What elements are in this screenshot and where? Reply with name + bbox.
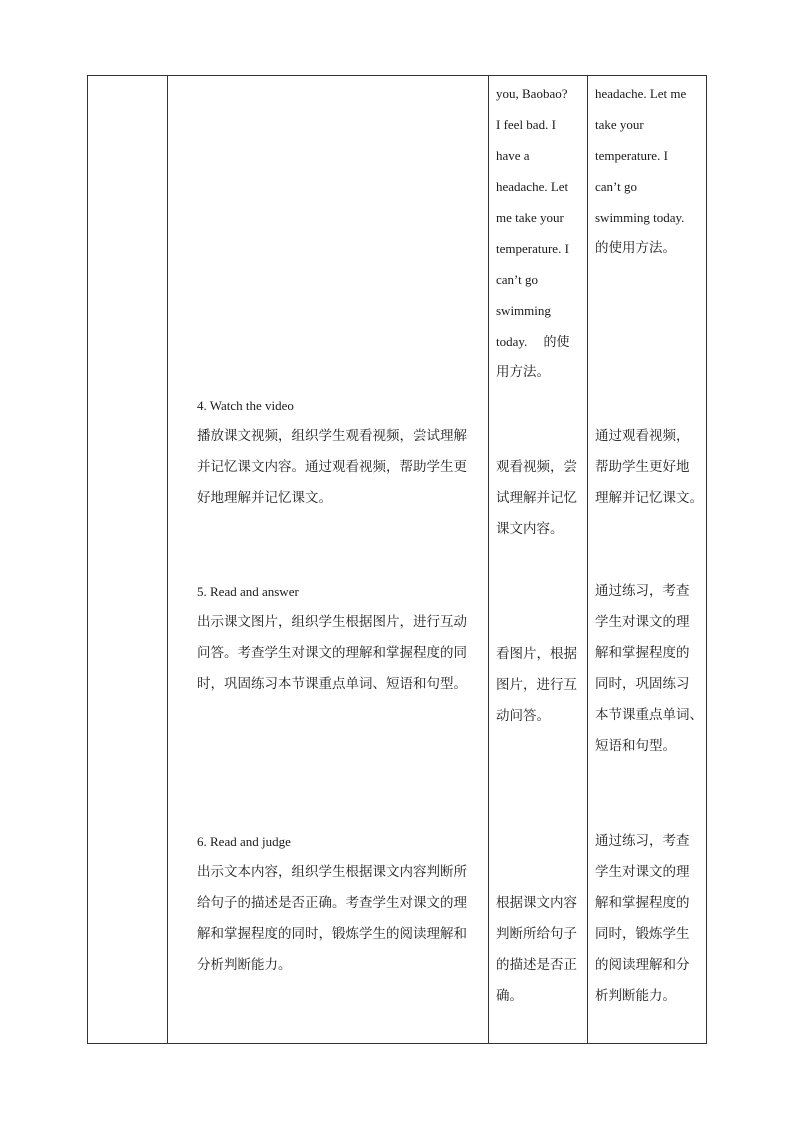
student-line: 图片，进行互 (496, 677, 577, 693)
purpose-line: 析判断能力。 (595, 988, 676, 1004)
step-heading: 4. Watch the video (197, 398, 294, 413)
carryover-student-line: temperature. I (496, 241, 569, 256)
student-line: 看图片，根据 (496, 646, 577, 662)
carryover-student-line: can’t go (496, 272, 538, 287)
carryover-student-line: headache. Let (496, 179, 569, 194)
step-heading: 5. Read and answer (197, 584, 299, 599)
purpose-line: 学生对课文的理 (595, 864, 690, 880)
step-heading: 6. Read and judge (197, 834, 291, 849)
carryover-purpose-line: can’t go (595, 179, 637, 194)
purpose-line: 的阅读理解和分 (595, 957, 690, 973)
step-5-purpose (595, 576, 707, 762)
purpose-line: 学生对课文的理 (595, 614, 690, 630)
step-line: 分析判断能力。 (197, 957, 292, 973)
lesson-plan-table (87, 75, 707, 1044)
step-4-student (496, 452, 586, 545)
step-4-purpose (595, 421, 707, 514)
student-line: 根据课文内容 (496, 895, 577, 911)
purpose-line: 通过练习，考查 (595, 583, 690, 599)
carryover-purpose-line: take your (595, 117, 644, 132)
carryover-purpose-line: temperature. I (595, 148, 668, 163)
purpose-line: 同时，锻炼学生 (595, 926, 690, 942)
step-line: 时，巩固练习本节课重点单词、短语和句型。 (197, 676, 467, 692)
step-line: 给句子的描述是否正确。考查学生对课文的理 (197, 895, 467, 911)
student-line: 试理解并记忆 (496, 490, 577, 506)
step-6-teacher (197, 826, 487, 981)
purpose-line: 本节课重点单词、 (595, 707, 703, 723)
purpose-line: 通过练习，考查 (595, 833, 690, 849)
step-line: 出示课文图片，组织学生根据图片，进行互动 (197, 614, 467, 630)
step-6-purpose (595, 826, 707, 1012)
purpose-line: 帮助学生更好地 (595, 459, 690, 475)
student-line: 课文内容。 (496, 521, 564, 537)
step-6-student (496, 888, 586, 1012)
carryover-student-line: you, Baobao? (496, 86, 568, 101)
carryover-purpose-cell (595, 78, 705, 264)
carryover-student-line: 用方法。 (496, 364, 550, 380)
student-line: 判断所给句子 (496, 926, 577, 942)
purpose-line: 解和掌握程度的 (595, 895, 690, 911)
carryover-student-line: me take your (496, 210, 564, 225)
carryover-student-line: have a (496, 148, 530, 163)
student-line: 观看视频，尝 (496, 459, 577, 475)
carryover-purpose-line: 的使用方法。 (595, 240, 676, 256)
student-line: 动问答。 (496, 708, 550, 724)
column-divider-2 (488, 76, 489, 1043)
step-line: 播放课文视频，组织学生观看视频，尝试理解 (197, 428, 467, 444)
carryover-purpose-line: headache. Let me (595, 86, 687, 101)
carryover-student-line: I feel bad. I (496, 117, 556, 132)
purpose-line: 解和掌握程度的 (595, 645, 690, 661)
step-line: 出示文本内容，组织学生根据课文内容判断所 (197, 864, 467, 880)
purpose-line: 理解并记忆课文。 (595, 490, 703, 506)
step-5-student (496, 639, 586, 732)
student-line: 确。 (496, 988, 523, 1004)
step-5-teacher (197, 576, 487, 700)
step-line: 并记忆课文内容。通过观看视频，帮助学生更 (197, 459, 467, 475)
step-4-teacher (197, 390, 487, 514)
carryover-purpose-line: swimming today. (595, 210, 685, 225)
step-line: 好地理解并记忆课文。 (197, 490, 332, 506)
purpose-line: 同时，巩固练习 (595, 676, 690, 692)
step-line: 解和掌握程度的同时，锻炼学生的阅读理解和 (197, 926, 467, 942)
purpose-line: 通过观看视频， (595, 428, 690, 444)
purpose-line: 短语和句型。 (595, 738, 676, 754)
column-divider-3 (587, 76, 588, 1043)
carryover-student-cell (496, 78, 584, 388)
carryover-student-line: today. 的使 (496, 334, 570, 349)
step-line: 问答。考查学生对课文的理解和掌握程度的同 (197, 645, 467, 661)
column-divider-1 (167, 76, 168, 1043)
carryover-student-line: swimming (496, 303, 551, 318)
student-line: 的描述是否正 (496, 957, 577, 973)
